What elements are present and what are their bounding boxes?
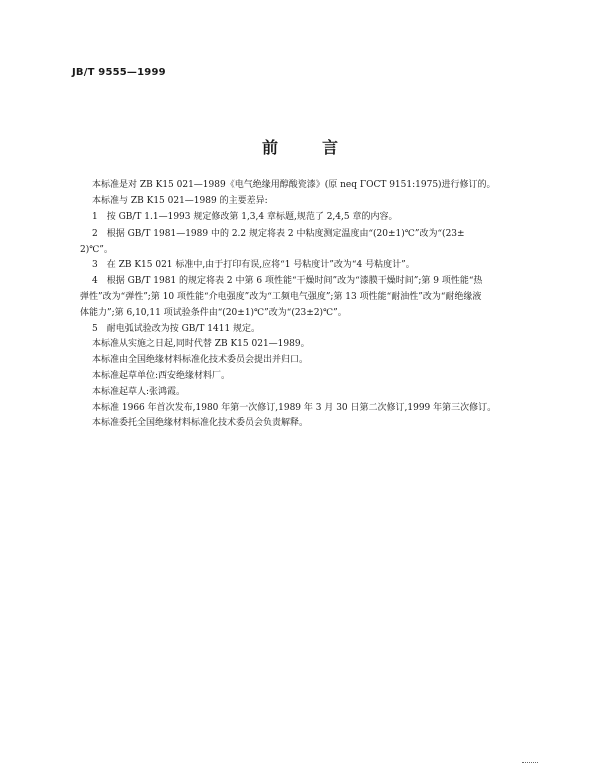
page-title: 前言 <box>261 138 382 157</box>
list-item-1: 1 按 GB/T 1.1—1993 规定修改第 1,3,4 章标题,规范了 2,4,5 章的内容。 <box>92 212 398 222</box>
list-item-3: 3 在 ZB K15 021 标准中,由于打印有误,应将“1 号粘度计”改为“4 号粘度计”。 <box>92 260 415 270</box>
document-code: JB/T 9555—1999 <box>72 67 166 78</box>
list-item-4: 4 根据 GB/T 1981 的规定将表 2 中第 6 项性能“干燥时间”改为“漆膜干燥时间”;第 9 项性能“热 <box>92 276 483 286</box>
list-item-2-continued: 2)℃”。 <box>80 245 113 255</box>
paragraph-supersedes: 本标准从实施之日起,同时代替 ZB K15 021—1989。 <box>92 339 310 349</box>
paragraph-revision-basis: 本标准是对 ZB K15 021—1989《电气绝缘用醇酸瓷漆》(原 neq ΓOCT 9151:1975)进行修订的。 <box>92 180 496 190</box>
list-item-5: 5 耐电弧试验改为按 GB/T 1411 规定。 <box>92 324 261 334</box>
paragraph-proposed-by: 本标准由全国绝缘材料标准化技术委员会提出并归口。 <box>92 355 309 365</box>
list-item-2: 2 根据 GB/T 1981—1989 中的 2.2 规定将表 2 中粘度测定温度由“(20±1)℃”改为“(23± <box>92 229 465 239</box>
paragraph-interpretation: 本标准委托全国绝缘材料标准化技术委员会负责解释。 <box>92 418 309 428</box>
paragraph-history: 本标准 1966 年首次发布,1980 年第一次修订,1989 年 3 月 30 日第二次修订,1999 年第三次修订。 <box>92 403 497 413</box>
list-item-4-continued-2: 体能力”;第 6,10,11 项试验条件由“(20±1)℃”改为“(23±2)℃”。 <box>80 308 347 318</box>
paragraph-differences-intro: 本标准与 ZB K15 021—1989 的主要差异: <box>92 196 268 206</box>
paragraph-drafting-unit: 本标准起草单位:西安绝缘材料厂。 <box>92 371 231 381</box>
list-item-4-continued-1: 弹性”改为“弹性”;第 10 项性能“介电强度”改为“工频电气强度”;第 13 项性能“耐油性”改为“耐绝缘液 <box>80 292 482 302</box>
page-edge-mark <box>522 762 538 769</box>
paragraph-drafter: 本标准起草人:张鸿霞。 <box>92 387 186 397</box>
